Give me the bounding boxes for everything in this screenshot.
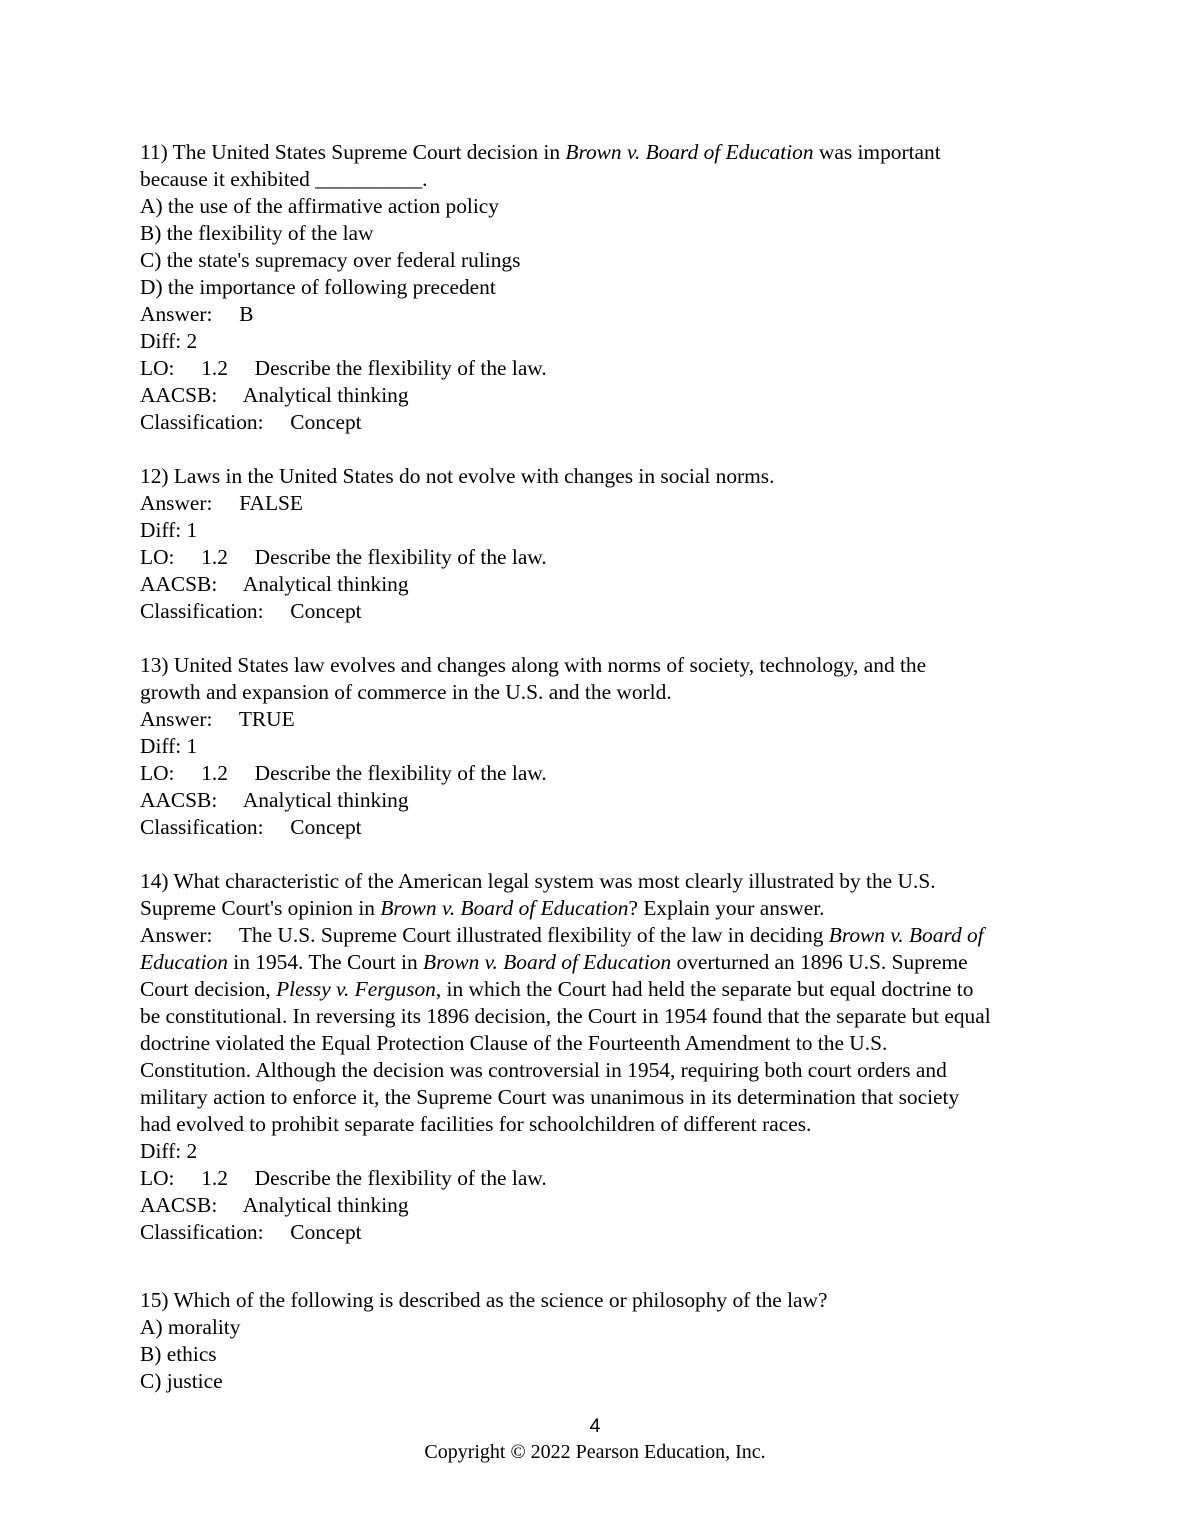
text-line: be constitutional. In reversing its 1896 decision, the Court in 1954 found that the separate but equal: [140, 1004, 991, 1028]
text-line: Diff: 2: [140, 329, 198, 353]
text-line: Classification: Concept: [140, 815, 362, 839]
text-line: had evolved to prohibit separate facilities for schoolchildren of different races.: [140, 1112, 812, 1136]
page-number: 4: [589, 1415, 601, 1437]
text-line: B) ethics: [140, 1342, 217, 1366]
text-line: Diff: 1: [140, 518, 198, 542]
question-13: [140, 652, 1080, 841]
text-line: AACSB: Analytical thinking: [140, 1193, 409, 1217]
copyright-text: Copyright © 2022 Pearson Education, Inc.: [424, 1441, 766, 1463]
text-line: Constitution. Although the decision was controversial in 1954, requiring both court orders and: [140, 1058, 947, 1082]
text-line: C) justice: [140, 1369, 223, 1393]
question-11: [140, 139, 1080, 436]
text-line: C) the state's supremacy over federal rulings: [140, 248, 521, 272]
text-line: Diff: 1: [140, 734, 198, 758]
text-line: LO: 1.2 Describe the flexibility of the law.: [140, 761, 547, 785]
text-line: growth and expansion of commerce in the U.S. and the world.: [140, 680, 672, 704]
text-line: LO: 1.2 Describe the flexibility of the law.: [140, 356, 547, 380]
question-14: [140, 868, 1080, 1246]
question-15: [140, 1287, 1080, 1395]
text-line: 15) Which of the following is described as the science or philosophy of the law?: [140, 1288, 828, 1312]
questions: [140, 139, 1080, 1395]
text-line: Classification: Concept: [140, 410, 362, 434]
question-12: [140, 463, 1080, 625]
text-line: LO: 1.2 Describe the flexibility of the law.: [140, 545, 547, 569]
text-line: Classification: Concept: [140, 599, 362, 623]
text-line: Answer: TRUE: [140, 707, 295, 731]
text-line: because it exhibited __________.: [140, 167, 428, 191]
text-line: B) the flexibility of the law: [140, 221, 374, 245]
text-line: 13) United States law evolves and changes along with norms of society, technology, and the: [140, 653, 927, 677]
text-line: doctrine violated the Equal Protection Clause of the Fourteenth Amendment to the U.S.: [140, 1031, 888, 1055]
page-footer: [0, 1413, 1190, 1466]
text-line: LO: 1.2 Describe the flexibility of the law.: [140, 1166, 547, 1190]
text-line: 12) Laws in the United States do not evolve with changes in social norms.: [140, 464, 775, 488]
text-line: AACSB: Analytical thinking: [140, 788, 409, 812]
text-line: 11) The United States Supreme Court decision in Brown v. Board of Education was important: [140, 140, 941, 164]
text-line: A) morality: [140, 1315, 241, 1339]
text-line: Classification: Concept: [140, 1220, 362, 1244]
text-line: Diff: 2: [140, 1139, 198, 1163]
text-line: 14) What characteristic of the American legal system was most clearly illustrated by the U.S.: [140, 869, 936, 893]
text-line: AACSB: Analytical thinking: [140, 383, 409, 407]
text-line: Answer: The U.S. Supreme Court illustrated flexibility of the law in deciding Brown v. Board of: [140, 923, 984, 947]
text-line: AACSB: Analytical thinking: [140, 572, 409, 596]
text-line: military action to enforce it, the Supreme Court was unanimous in its determination that society: [140, 1085, 960, 1109]
text-line: Answer: FALSE: [140, 491, 303, 515]
text-line: Answer: B: [140, 302, 254, 326]
text-line: Education in 1954. The Court in Brown v. Board of Education overturned an 1896 U.S. Supreme: [140, 950, 968, 974]
text-line: Court decision, Plessy v. Ferguson, in which the Court had held the separate but equal doctrine to: [140, 977, 974, 1001]
text-line: D) the importance of following precedent: [140, 275, 496, 299]
text-line: A) the use of the affirmative action policy: [140, 194, 499, 218]
text-line: Supreme Court's opinion in Brown v. Board of Education? Explain your answer.: [140, 896, 825, 920]
